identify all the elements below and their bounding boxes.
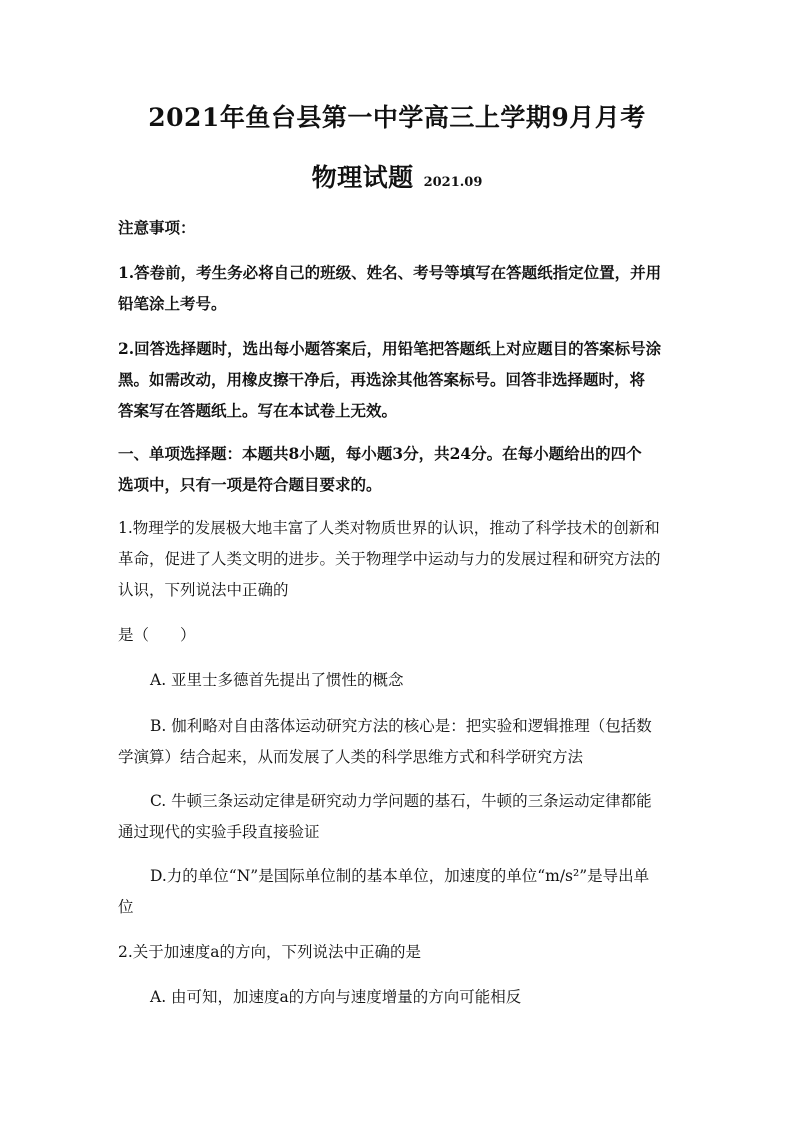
question-1-option-a: A. 亚里士多德首先提出了惯性的概念 bbox=[150, 671, 404, 689]
notice-item-2-line-3: 答案写在答题纸上。写在本试卷上无效。 bbox=[118, 401, 398, 420]
question-1-option-b-line-1: B. 伽利略对自由落体运动研究方法的核心是：把实验和逻辑推理（包括数 bbox=[150, 717, 652, 735]
notice-item-1-line-1: 1.答卷前，考生务必将自己的班级、姓名、考号等填写在答题纸指定位置，并用 bbox=[118, 263, 662, 282]
question-1-option-d-line-1: D.力的单位“N”是国际单位制的基本单位，加速度的单位“m/s²”是导出单 bbox=[150, 867, 650, 885]
question-1-option-c bbox=[118, 786, 678, 848]
subject-title: 物理试题 bbox=[311, 163, 414, 192]
question-1-stem-end: 是（ ） bbox=[118, 626, 196, 644]
section-1-intro-line-2: 选项中，只有一项是符合题目要求的。 bbox=[118, 475, 382, 494]
question-1-stem bbox=[118, 513, 678, 606]
question-1-option-c-line-2: 通过现代的实验手段直接验证 bbox=[118, 823, 320, 841]
notice-item-2-line-2: 黑。如需改动，用橡皮擦干净后，再选涂其他答案标号。回答非选择题时，将 bbox=[118, 370, 646, 389]
notice-item-2 bbox=[118, 333, 678, 426]
exam-title: 2021年鱼台县第一中学高三上学期9月月考 bbox=[148, 103, 646, 132]
section-1-intro-line-1: 一、单项选择题：本题共8小题，每小题3分，共24分。在每小题给出的四个 bbox=[118, 444, 642, 463]
section-1-intro bbox=[118, 438, 678, 500]
question-1-option-b-line-2: 学演算）结合起来，从而发展了人类的科学思维方式和科学研究方法 bbox=[118, 748, 584, 766]
notice-item-1-line-2: 铅笔涂上考号。 bbox=[118, 294, 227, 313]
exam-date: 2021.09 bbox=[423, 175, 483, 190]
question-1-option-c-line-1: C. 牛顿三条运动定律是研究动力学问题的基石，牛顿的三条运动定律都能 bbox=[150, 792, 652, 810]
question-2-stem: 2.关于加速度a的方向，下列说法中正确的是 bbox=[118, 943, 422, 961]
notice-item-2-line-1: 2.回答选择题时，选出每小题答案后，用铅笔把答题纸上对应题目的答案标号涂 bbox=[118, 339, 662, 358]
exam-subtitle bbox=[0, 158, 794, 194]
question-1-option-b bbox=[118, 711, 678, 773]
question-1-option-d bbox=[118, 861, 678, 923]
question-1-stem-line-1: 1.物理学的发展极大地丰富了人类对物质世界的认识，推动了科学技术的创新和 bbox=[118, 519, 660, 537]
question-1-stem-line-3: 认识，下列说法中正确的 bbox=[118, 581, 289, 599]
notice-item-1 bbox=[118, 257, 678, 319]
question-1-option-d-line-2: 位 bbox=[118, 898, 134, 916]
notice-heading: 注意事项： bbox=[118, 218, 196, 237]
question-1-stem-line-2: 革命，促进了人类文明的进步。关于物理学中运动与力的发展过程和研究方法的 bbox=[118, 550, 661, 568]
question-2-option-a: A. 由可知，加速度a的方向与速度增量的方向可能相反 bbox=[150, 988, 522, 1006]
